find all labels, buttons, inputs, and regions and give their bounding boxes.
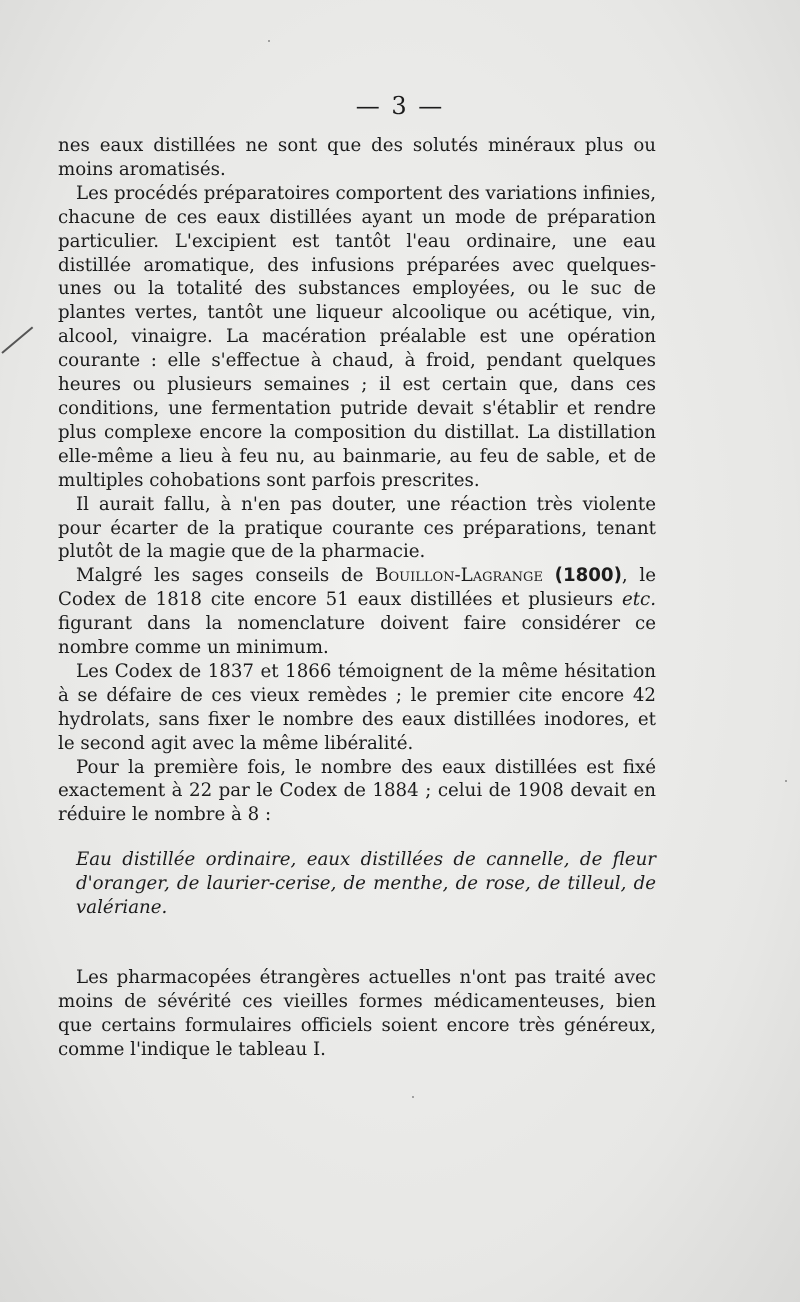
paragraph-3: Il aurait fallu, à n'en pas douter, une réaction très violente pour écarter de la pratique courante ces préparations, tenant plutôt de la magie que de la pharmacie.	[58, 493, 656, 563]
section-gap	[58, 920, 656, 966]
distilled-waters-list: Eau distillée ordinaire, eaux distillées de cannelle, de fleur d'oranger, de laurier-cerise, de menthe, de rose, de tilleul, de valériane.	[76, 849, 656, 919]
paragraph-8: Les pharmacopées étrangères actuelles n'ont pas traité avec moins de sévérité ces vieilles formes médicamenteuses, bien que certains formulaires officiels soient encore très généreux, comme l'indique le tableau I.	[58, 967, 656, 1060]
paragraph-4-start: Malgré les sages conseils de	[76, 565, 376, 587]
paragraph-4-mid: , le Codex de 1818 cite encore 51 eaux distillées et plusieurs	[58, 565, 656, 611]
author-name: Bouillon-Lagrange	[375, 565, 543, 587]
paragraph-2: Les procédés préparatoires comportent des variations infinies, chacune de ces eaux distillées ayant un mode de préparation particulier. L'excipient est tantôt l'eau ordinaire, une eau distillée aromatique, des infusions préparées avec quelques-unes ou la totalité des substances employées, ou le suc de plantes vertes, tantôt une liqueur alcoolique ou acétique, vin, alcool, vinaigre. La macération préalable est une opération courante : elle s'effectue à chaud, à froid, pendant quelques heures ou plusieurs semaines ; il est certain que, dans ces conditions, une fermentation putride devait s'établir et rendre plus complexe encore la composition du distillat. La distillation elle-même a lieu à feu nu, au bainmarie, au feu de sable, et de multiples cohobations sont parfois prescrites.	[58, 182, 656, 491]
paragraph-1: nes eaux distillées ne sont que des solutés minéraux plus ou moins aromatisés.	[58, 135, 656, 180]
etc-italic: etc.	[621, 589, 656, 611]
paragraph-5: Les Codex de 1837 et 1866 témoignent de la même hésitation à se défaire de ces vieux remèdes ; le premier cite encore 42 hydrolats, sans fixer le nombre des eaux distillées inodores, et le second agit avec la même libéralité.	[58, 660, 656, 754]
page-number: — 3 —	[355, 92, 445, 120]
paper-speck	[785, 780, 787, 782]
paper-speck	[268, 40, 270, 42]
paper-speck	[412, 1096, 414, 1098]
body-text	[58, 134, 656, 1062]
paragraph-4-end: figurant dans la nomenclature doivent faire considérer ce nombre comme un minimum.	[58, 613, 656, 659]
paragraph-6: Pour la première fois, le nombre des eaux distillées est fixé exactement à 22 par le Codex de 1884 ; celui de 1908 devait en réduire le nombre à 8 :	[58, 756, 656, 826]
margin-pencil-mark	[1, 327, 33, 354]
author-year: (1800)	[554, 565, 622, 587]
paragraph-4	[58, 564, 656, 660]
